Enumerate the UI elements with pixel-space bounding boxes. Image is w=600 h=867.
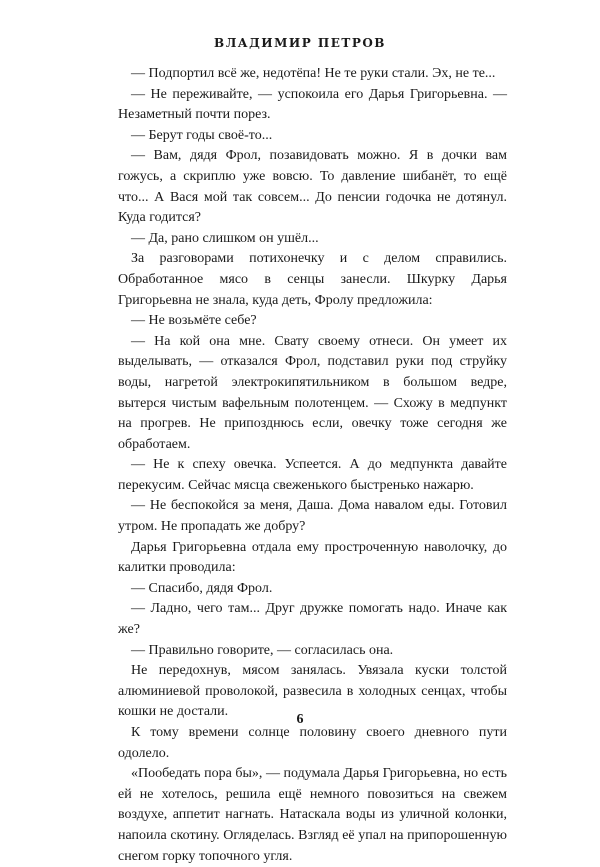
paragraph: — Спасибо, дядя Фрол. — [131, 580, 273, 596]
running-title: ВЛАДИМИР ПЕТРОВ — [214, 36, 386, 50]
paragraph: — Ладно, чего там... Друг дружке помогать надо. Иначе как же? — [118, 601, 507, 638]
paragraph: — Берут годы своё-то... — [131, 127, 273, 143]
paragraph: — Подпортил всё же, недотёпа! Не те руки стали. Эх, не те... — [131, 66, 496, 81]
paragraph: — Вам, дядя Фрол, позавидовать можно. Я в дочки вам гожусь, а скриплю уже вовсю. То давление шибанёт, то ещё что... А Вася мой так совсем... До пенсии годочка не дотянул. Куда годится? — [118, 148, 507, 226]
paragraph: За разговорами потихонечку и с делом справились. Обработанное мясо в сенцы занесли. Шкурку Дарья Григорьевна не знала, куда деть, Фролу предложила: — [118, 251, 507, 308]
paragraph: — Не беспокойся за меня, Даша. Дома навалом еды. Готовил утром. Не пропадать же добру? — [118, 498, 507, 535]
paragraph: — Правильно говорите, — согласилась она. — [131, 642, 394, 658]
paragraph: Дарья Григорьевна отдала ему простроченную наволочку, до калитки проводила: — [118, 539, 507, 576]
paragraph: Не передохнув, мясом занялась. Увязала куски толстой алюминиевой проволокой, развесила в холодных сенцах, чтобы кошки не достали. — [118, 663, 507, 720]
paragraph: «Пообедать пора бы», — подумала Дарья Григорьевна, но есть ей не хотелось, решила ещё немного повозиться на свежем воздухе, аппетит нагнать. Натаскала воды из уличной колонки, напоила скотину. Огляделась. Взгляд её упал на припорошенную снегом горку топочного угля. — [118, 766, 507, 864]
page-number: 6 — [296, 712, 304, 727]
paragraph: — Не переживайте, — успокоила его Дарья Григорьевна. — Незаметный почти порез. — [118, 86, 507, 123]
paragraph: — На кой она мне. Свату своему отнеси. Он умеет их выделывать, — отказался Фрол, подставил руки под струйку воды, нагретой электрокипятильником в большом ведре, вытерся чистым вафельным полотенцем. — Схожу в медпункт на прогрев. Не припозднюсь если, овечку тоже сегодня же обработаем. — [118, 333, 507, 452]
body-text — [118, 64, 507, 867]
paragraph: — Да, рано слишком он ушёл... — [131, 230, 319, 246]
paragraph: — Не к спеху овечка. Успеется. А до медпункта давайте перекусим. Сейчас мясца свеженького быстренько нажарю. — [118, 457, 507, 493]
paragraph: К тому времени солнце половину своего дневного пути одолело. — [118, 725, 507, 761]
paragraph: — Не возьмёте себе? — [131, 313, 257, 329]
